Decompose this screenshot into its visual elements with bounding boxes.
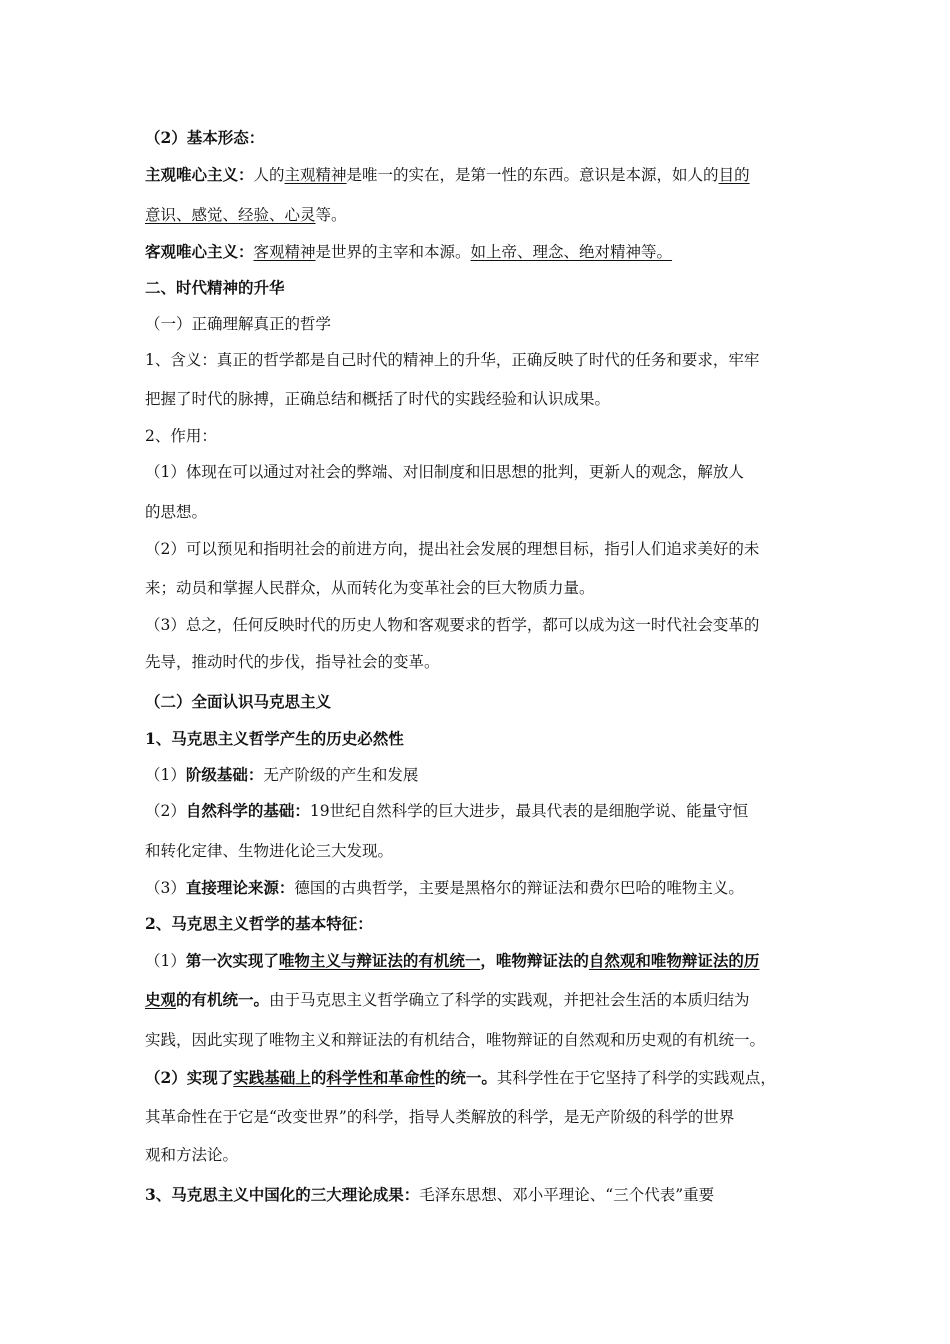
paragraph-line: （2）可以预见和指明社会的前进方向，提出社会发展的理想目标，指引人们追求美好的未 xyxy=(145,540,760,558)
paragraph-line xyxy=(145,801,820,821)
paragraph-line xyxy=(145,1068,820,1088)
text-run: （1） xyxy=(145,952,186,970)
paragraph-line: 把握了时代的脉搏，正确总结和概括了时代的实践经验和认识成果。 xyxy=(145,390,611,408)
underlined-term: 目的 xyxy=(718,166,750,184)
bold-text: 的 xyxy=(310,1068,327,1087)
underlined-term: 主观精神 xyxy=(284,166,347,184)
text-run: 无产阶级的产生和发展 xyxy=(263,766,419,784)
paragraph-line xyxy=(145,1185,820,1205)
term-label: 3、马克思主义中国化的三大理论成果： xyxy=(145,1185,420,1204)
text-run: 人的 xyxy=(253,166,285,184)
underlined-term: 如上帝、理念、绝对精神等。 xyxy=(470,243,673,261)
underlined-term: 客观精神 xyxy=(253,243,316,261)
underlined-term: 史观 xyxy=(145,990,177,1009)
term-label: 阶级基础： xyxy=(185,765,264,784)
bold-text: 的有机统一。 xyxy=(176,990,270,1009)
paragraph-line: 实践，因此实现了唯物主义和辩证法的有机结合，唯物辩证的自然观和历史观的有机统一。 xyxy=(145,1031,766,1049)
paragraph-line: 1、含义：真正的哲学都是自己时代的精神上的升华，正确反映了时代的任务和要求，牢牢 xyxy=(145,351,760,369)
text-run: （3） xyxy=(145,879,186,897)
underlined-term: 实践基础上 xyxy=(233,1068,311,1087)
heading-basic-forms: （2）基本形态： xyxy=(145,128,265,147)
paragraph-line: 观和方法论。 xyxy=(145,1146,239,1164)
underlined-term: 意识、感觉、经验、心灵 xyxy=(145,206,316,224)
paragraph-line xyxy=(145,765,820,785)
paragraph-subjective-idealism xyxy=(145,165,820,185)
text-run: 19世纪自然科学的巨大进步，最具代表的是细胞学说、能量守恒 xyxy=(309,802,749,820)
text-run: （1） xyxy=(145,766,186,784)
bold-text: （2）实现了 xyxy=(145,1068,234,1087)
text-run: 等。 xyxy=(315,206,347,224)
text-run: 是唯一的实在，是第一性的东西。意识是本源，如人的 xyxy=(346,166,719,184)
paragraph-line: 和转化定律、生物进化论三大发现。 xyxy=(145,842,394,860)
underlined-term: 科学性和革命性 xyxy=(326,1068,435,1087)
subsection-heading: （一）正确理解真正的哲学 xyxy=(145,315,332,333)
term-label: 主观唯心主义： xyxy=(145,165,254,184)
text-run: 是世界的主宰和本源。 xyxy=(315,243,471,261)
paragraph-line: 2、作用： xyxy=(145,427,217,445)
bold-text: 的统一。 xyxy=(434,1068,497,1087)
paragraph-line: 来；动员和掌握人民群众，从而转化为变革社会的巨大物质力量。 xyxy=(145,579,595,597)
text-run: （2） xyxy=(145,802,186,820)
underlined-term: 自然观和唯物辩证法的历 xyxy=(588,951,760,970)
text-run: 毛泽东思想、邓小平理论、“三个代表”重要 xyxy=(419,1186,715,1204)
paragraph-line: 先导，推动时代的步伐，指导社会的变革。 xyxy=(145,653,440,671)
term-label: 直接理论来源： xyxy=(185,878,295,897)
term-label: 自然科学的基础： xyxy=(185,801,310,820)
paragraph-line: （1）体现在可以通过对社会的弊端、对旧制度和旧思想的批判，更新人的观念，解放人 xyxy=(145,463,744,481)
paragraph-line: （3）总之，任何反映时代的历史人物和客观要求的哲学，都可以成为这一时代社会变革的 xyxy=(145,616,760,634)
underlined-term: 唯物主义与辩证法的有机统一 xyxy=(278,951,481,970)
text-run: 德国的古典哲学，主要是黑格尔的辩证法和费尔巴哈的唯物主义。 xyxy=(294,879,744,897)
paragraph-line xyxy=(145,951,820,971)
subsection-heading: 1、马克思主义哲学产生的历史必然性 xyxy=(145,729,404,748)
text-run: 由于马克思主义哲学确立了科学的实践观，并把社会生活的本质归结为 xyxy=(269,991,750,1009)
section-heading: 二、时代精神的升华 xyxy=(145,278,285,297)
paragraph-line xyxy=(145,990,820,1010)
paragraph-line xyxy=(145,878,820,898)
paragraph-objective-idealism xyxy=(145,242,820,262)
subsection-heading: （二）全面认识马克思主义 xyxy=(145,692,332,711)
paragraph-line: 其革命性在于它是“改变世界”的科学，指导人类解放的科学，是无产阶级的科学的世界 xyxy=(145,1108,735,1126)
bold-text: 第一次实现了 xyxy=(185,951,279,970)
paragraph-line: 的思想。 xyxy=(145,503,208,521)
bold-text: ，唯物辩证法的 xyxy=(480,951,589,970)
subsection-heading: 2、马克思主义哲学的基本特征： xyxy=(145,914,373,933)
paragraph-line xyxy=(145,205,820,225)
text-run: 其科学性在于它坚持了科学的实践观点， xyxy=(496,1069,776,1087)
term-label: 客观唯心主义： xyxy=(145,242,254,261)
